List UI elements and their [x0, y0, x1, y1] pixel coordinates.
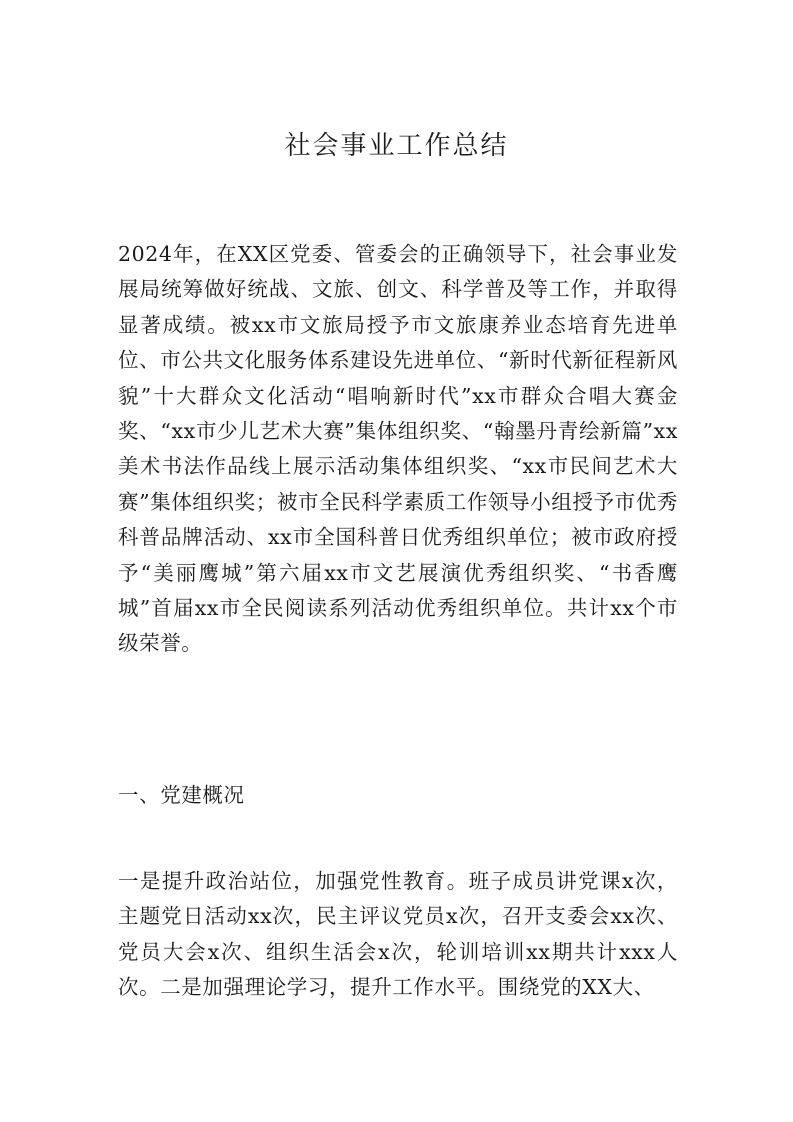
section-heading: 一、党建概况: [118, 783, 245, 807]
intro-paragraph: 2024年，在XX区党委、管委会的正确领导下，社会事业发展局统筹做好统战、文旅、创文、科学普及等工作，并取得显著成绩。被xx市文旅局授予市文旅康养业态培育先进单位、市公共文化服务体系建设先进单位、“新时代新征程新风貌”十大群众文化活动“唱响新时代”xx市群众合唱大赛金奖、“xx市少儿艺术大赛”集体组织奖、“翰墨丹青绘新篇”xx美术书法作品线上展示活动集体组织奖、“xx市民间艺术大赛”集体组织奖；被市全民科学素质工作领导小组授予市优秀科普品牌活动、xx市全国科普日优秀组织单位；被市政府授予“美丽鹰城”第六届xx市文艺展演优秀组织奖、“书香鹰城”首届xx市全民阅读系列活动优秀组织单位。共计xx个市级荣誉。: [118, 242, 678, 656]
document-title: 社会事业工作总结: [284, 131, 509, 161]
party-building-paragraph: 一是提升政治站位，加强党性教育。班子成员讲党课x次，主题党日活动xx次，民主评议党员x次，召开支委会xx次、党员大会x次、组织生活会x次，轮训培训xx期共计xxx人次。二是加强理论学习，提升工作水平。围绕党的XX大、: [118, 869, 678, 1000]
